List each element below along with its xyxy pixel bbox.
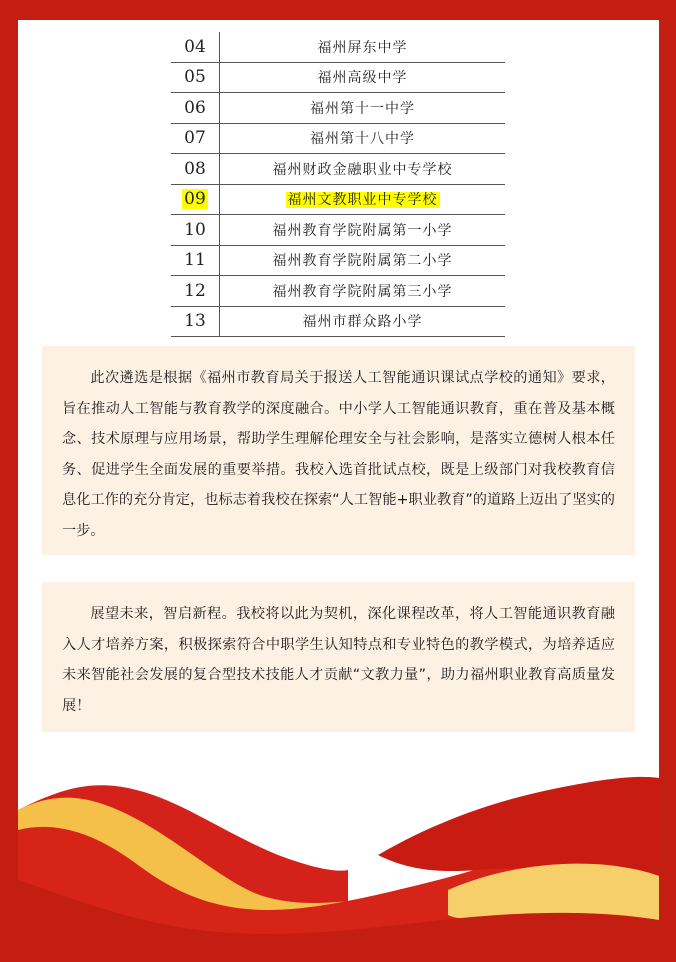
row-number-text: 08 <box>184 158 206 179</box>
school-name-text: 福州教育学院附属第一小学 <box>272 222 453 239</box>
wave-red-right <box>378 777 659 880</box>
paragraph-future-outlook: 展望未来，智启新程。我校将以此为契机，深化课程改革，将人工智能通识教育融入人才培养方案，积极探索符合中职学生认知特点和专业特色的教学模式，为培养适应未来智能社会发展的复合型技术技能人才贡献“文教力量”，助力福州职业教育高质量发展！ <box>62 606 615 714</box>
school-name-text: 福州屏东中学 <box>317 39 408 56</box>
row-number-text: 04 <box>184 36 206 57</box>
school-name-text: 福州财政金融职业中专学校 <box>272 161 453 178</box>
row-number-text: 11 <box>184 250 206 271</box>
row-number-text: 07 <box>184 128 206 149</box>
paragraph-selection-background: 此次遴选是根据《福州市教育局关于报送人工智能通识课试点学校的通知》要求，旨在推动人工智能与教育教学的深度融合。中小学人工智能通识教育，重在普及基本概念、技术原理与应用场景，帮助学生理解伦理安全与社会影响，是落实立德树人根本任务、促进学生全面发展的重要举措。我校入选首批试点校，既是上级部门对我校教育信息化工作的充分肯定，也标志着我校在探索“人工智能+职业教育”的道路上迈出了坚实的一步。 <box>62 370 615 539</box>
school-name-text: 福州第十八中学 <box>310 131 415 148</box>
school-name-text: 福州市群众路小学 <box>302 314 423 331</box>
article-page <box>18 20 659 962</box>
school-name-text: 福州第十一中学 <box>310 100 415 117</box>
school-name-text: 福州教育学院附属第二小学 <box>272 253 453 270</box>
row-number-text: 10 <box>184 219 206 240</box>
school-name-text: 福州高级中学 <box>317 70 408 87</box>
school-name-text: 福州文教职业中专学校 <box>287 192 438 209</box>
school-name-text: 福州教育学院附属第三小学 <box>272 283 453 300</box>
row-number-text: 13 <box>184 311 206 332</box>
row-number-text: 05 <box>184 67 206 88</box>
row-number-text: 12 <box>184 280 206 301</box>
row-number-text: 09 <box>184 189 206 210</box>
row-number-text: 06 <box>184 97 206 118</box>
decorative-wave-banner <box>18 20 659 962</box>
